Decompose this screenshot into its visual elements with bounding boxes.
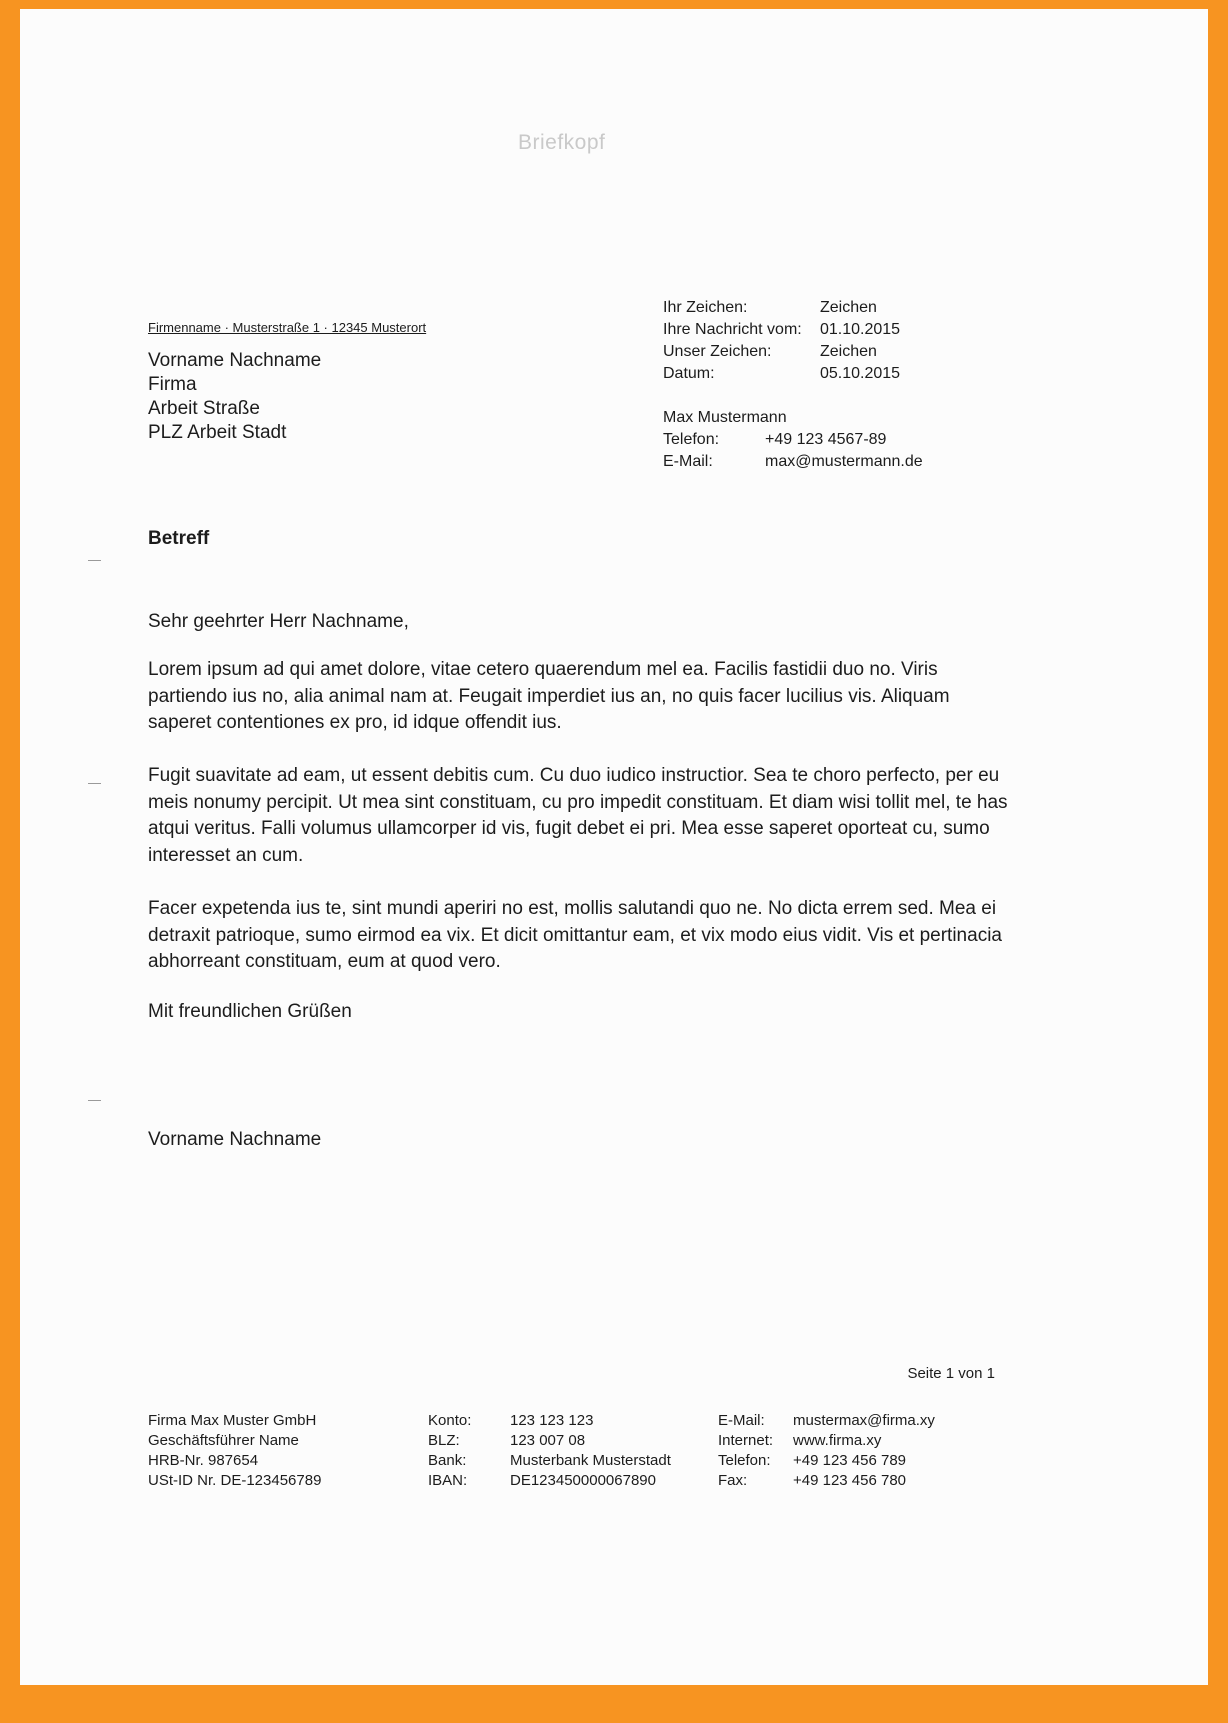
footer-label: IBAN: [428, 1472, 468, 1489]
footer-company-name: Firma Max Muster GmbH [148, 1412, 317, 1429]
footer-label: Bank: [428, 1452, 467, 1469]
fold-mark [88, 560, 101, 561]
footer-label: Telefon: [718, 1452, 771, 1469]
footer-label: Fax: [718, 1472, 748, 1489]
reference-info-block [663, 297, 900, 385]
footer-company-column [148, 1411, 321, 1491]
footer-row [428, 1411, 671, 1431]
sender-contact-block [663, 407, 923, 473]
footer-row [428, 1431, 671, 1451]
info-label: Ihr Zeichen: [663, 299, 748, 316]
info-row [663, 297, 900, 319]
footer-value: mustermax@firma.xy [793, 1412, 935, 1429]
contact-label: Telefon: [663, 431, 720, 448]
subject-line: Betreff [148, 528, 210, 549]
contact-row [663, 429, 923, 451]
footer-value: DE123450000067890 [510, 1472, 656, 1489]
footer-value: www.firma.xy [793, 1432, 882, 1449]
footer-value: +49 123 456 789 [793, 1452, 907, 1469]
footer-contact-column [718, 1411, 935, 1491]
footer-value: 123 123 123 [510, 1412, 594, 1429]
info-label: Unser Zeichen: [663, 343, 772, 360]
footer-label: Internet: [718, 1432, 774, 1449]
footer-row [428, 1451, 671, 1471]
footer-row [428, 1471, 671, 1491]
footer-row [718, 1431, 935, 1451]
closing-line: Mit freundlichen Grüßen [148, 1001, 352, 1022]
info-row [663, 319, 900, 341]
info-value: Zeichen [820, 343, 877, 360]
body-paragraph: Facer expetenda ius te, sint mundi aperiri no est, mollis salutandi quo ne. No dicta errem sed. Mea ei detraxit patrioque, sumo eirmod ea vix. Et dicit omittantur eam, et vix modo eius vidit. Vis et pertinacia abhorreant constituam, eum at quod vero. [148, 898, 1002, 972]
recipient-name: Vorname Nachname [148, 350, 322, 371]
signature-name: Vorname Nachname [148, 1129, 322, 1150]
info-value: Zeichen [820, 299, 877, 316]
recipient-city: PLZ Arbeit Stadt [148, 422, 287, 443]
footer-value: Musterbank Musterstadt [510, 1452, 671, 1469]
recipient-company: Firma [148, 374, 197, 395]
footer-value: +49 123 456 780 [793, 1472, 907, 1489]
footer-row [718, 1411, 935, 1431]
footer-vat-id: USt-ID Nr. DE-123456789 [148, 1472, 322, 1489]
footer-bank-column [428, 1411, 671, 1491]
footer-row [718, 1471, 935, 1491]
sender-return-address: Firmenname · Musterstraße 1 · 12345 Musterort [148, 320, 427, 335]
recipient-street: Arbeit Straße [148, 398, 260, 419]
recipient-address-block [148, 349, 321, 445]
letter-paper [20, 9, 1208, 1685]
info-row [663, 363, 900, 385]
info-value: 05.10.2015 [820, 365, 901, 382]
info-label: Datum: [663, 365, 715, 382]
contact-name: Max Mustermann [663, 409, 787, 426]
info-value: 01.10.2015 [820, 321, 901, 338]
footer-label: BLZ: [428, 1432, 460, 1449]
footer-row [718, 1451, 935, 1471]
footer-hrb-number: HRB-Nr. 987654 [148, 1452, 259, 1469]
fold-mark [88, 1100, 101, 1101]
body-paragraph: Fugit suavitate ad eam, ut essent debitis cum. Cu duo iudico instructior. Sea te choro perfecto, per eu meis nonumy percipit. Ut mea sint constituam, cu pro impedit constituam. Et diam wisi tollit mel, te has atqui veritus. Falli volumus ullamcorper id vis, fugit debet ei pri. Mea esse saperet oporteat cu, sumo interesset an cum. [148, 765, 1008, 866]
footer-label: E-Mail: [718, 1412, 765, 1429]
footer-managing-director: Geschäftsführer Name [148, 1432, 299, 1449]
contact-value: max@mustermann.de [765, 453, 923, 470]
salutation: Sehr geehrter Herr Nachname, [148, 611, 409, 632]
footer-value: 123 007 08 [510, 1432, 586, 1449]
body-paragraph: Lorem ipsum ad qui amet dolore, vitae cetero quaerendum mel ea. Facilis fastidii duo no. Viris partiendo ius no, alia animal nam at. Feugait imperdiet ius an, no quis facer lucilius vis. Aliquam saperet contentiones ex pro, id idque offendit ius. [148, 659, 950, 733]
contact-row [663, 451, 923, 473]
page-number: Seite 1 von 1 [907, 1365, 995, 1382]
letterhead-watermark: Briefkopf [518, 131, 606, 154]
info-label: Ihre Nachricht vom: [663, 321, 802, 338]
footer-label: Konto: [428, 1412, 472, 1429]
info-row [663, 341, 900, 363]
fold-mark [88, 783, 101, 784]
contact-value: +49 123 4567-89 [765, 431, 887, 448]
contact-label: E-Mail: [663, 453, 713, 470]
